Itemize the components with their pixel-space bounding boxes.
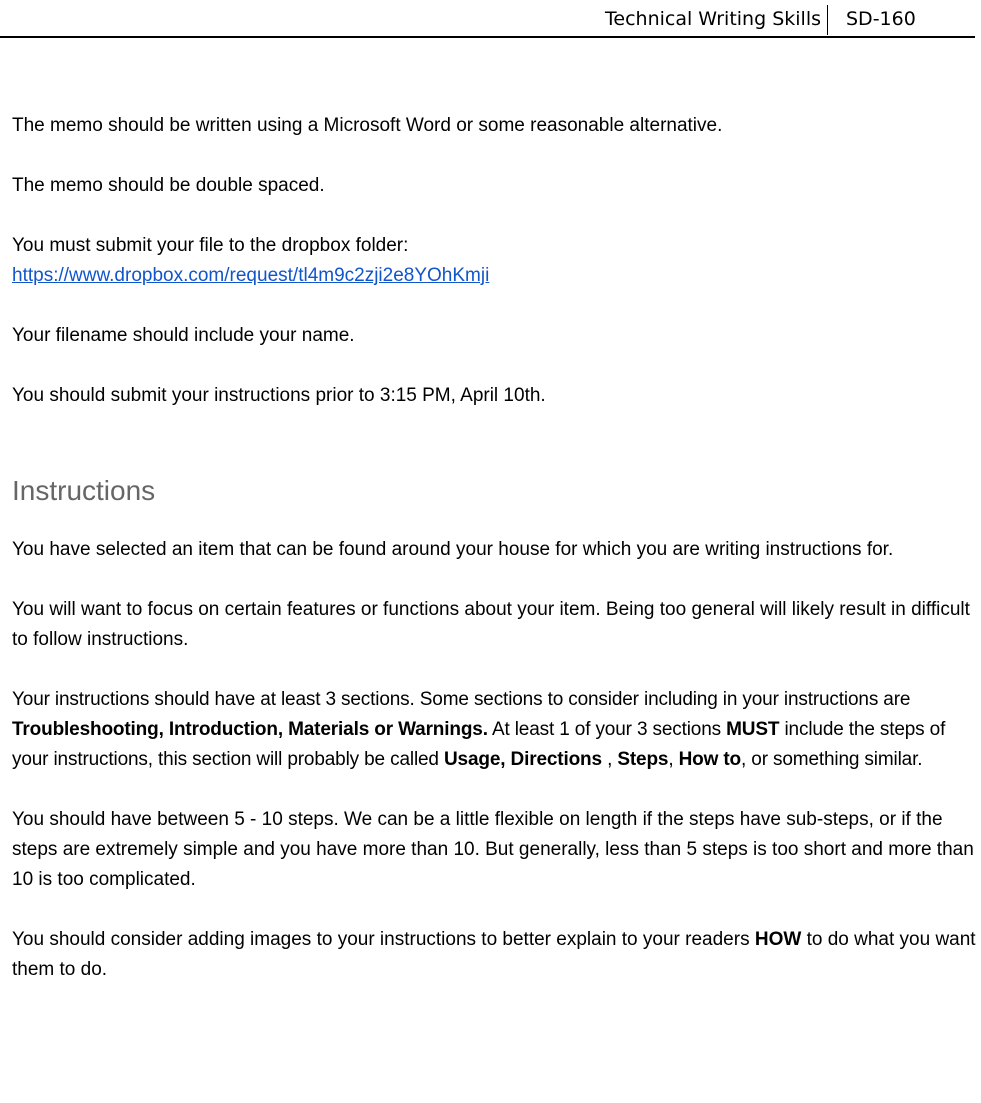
page-header (0, 0, 975, 38)
p3-text-g: , (601, 749, 618, 770)
intro-paragraph-3: You must submit your file to the dropbox folder: (12, 235, 409, 256)
p3-text-a: Your instructions should have at least 3 sections. Some sections to consider including in your instructions are (12, 689, 911, 710)
p3-how-to: How to (678, 749, 742, 770)
p3-text-k: , or something similar. (741, 749, 923, 770)
section-heading: Instructions (12, 475, 156, 506)
document-body (12, 111, 978, 985)
p3-must: MUST (726, 719, 780, 740)
p3-steps: Steps (617, 749, 669, 770)
p3-text-c: At least 1 of your 3 sections (487, 719, 727, 740)
instructions-paragraph-3 (12, 685, 978, 775)
instructions-paragraph-4: You should have between 5 - 10 steps. We can be a little flexible on length if the steps have sub-steps, or if the steps are extremely simple and you have more than 10. But generally, less than 5 steps is too short and more than 10 is too complicated. (12, 809, 974, 890)
intro-paragraph-4: Your filename should include your name. (12, 325, 355, 346)
instructions-paragraph-2: You will want to focus on certain features or functions about your item. Being too general will likely result in difficult to follow instructions. (12, 599, 970, 650)
header-title: Technical Writing Skills (605, 5, 828, 35)
instructions-paragraph-5 (12, 925, 978, 985)
p3-sections-list: Troubleshooting, Introduction, Materials or Warnings. (12, 719, 488, 740)
dropbox-link[interactable]: https://www.dropbox.com/request/tl4m9c2zji2e8YOhKmji (12, 265, 490, 286)
p3-text-e: include the steps of your instructions, this section will probably be called (12, 719, 946, 770)
p5-text-c: to do what you want them to do. (12, 929, 976, 980)
dropbox-link-line (12, 261, 978, 291)
p5-text-a: You should consider adding images to your instructions to better explain to your readers (12, 929, 755, 950)
p5-how: HOW (754, 929, 802, 950)
intro-paragraph-5: You should submit your instructions prior to 3:15 PM, April 10th. (12, 385, 546, 406)
intro-paragraph-1: The memo should be written using a Microsoft Word or some reasonable alternative. (12, 115, 723, 136)
p3-usage-directions: Usage, Directions (443, 749, 602, 770)
intro-paragraph-2: The memo should be double spaced. (12, 175, 325, 196)
p3-text-i: , (668, 749, 679, 770)
header-course-code: SD-160 (846, 8, 916, 30)
instructions-paragraph-1: You have selected an item that can be found around your house for which you are writing instructions for. (12, 539, 894, 560)
